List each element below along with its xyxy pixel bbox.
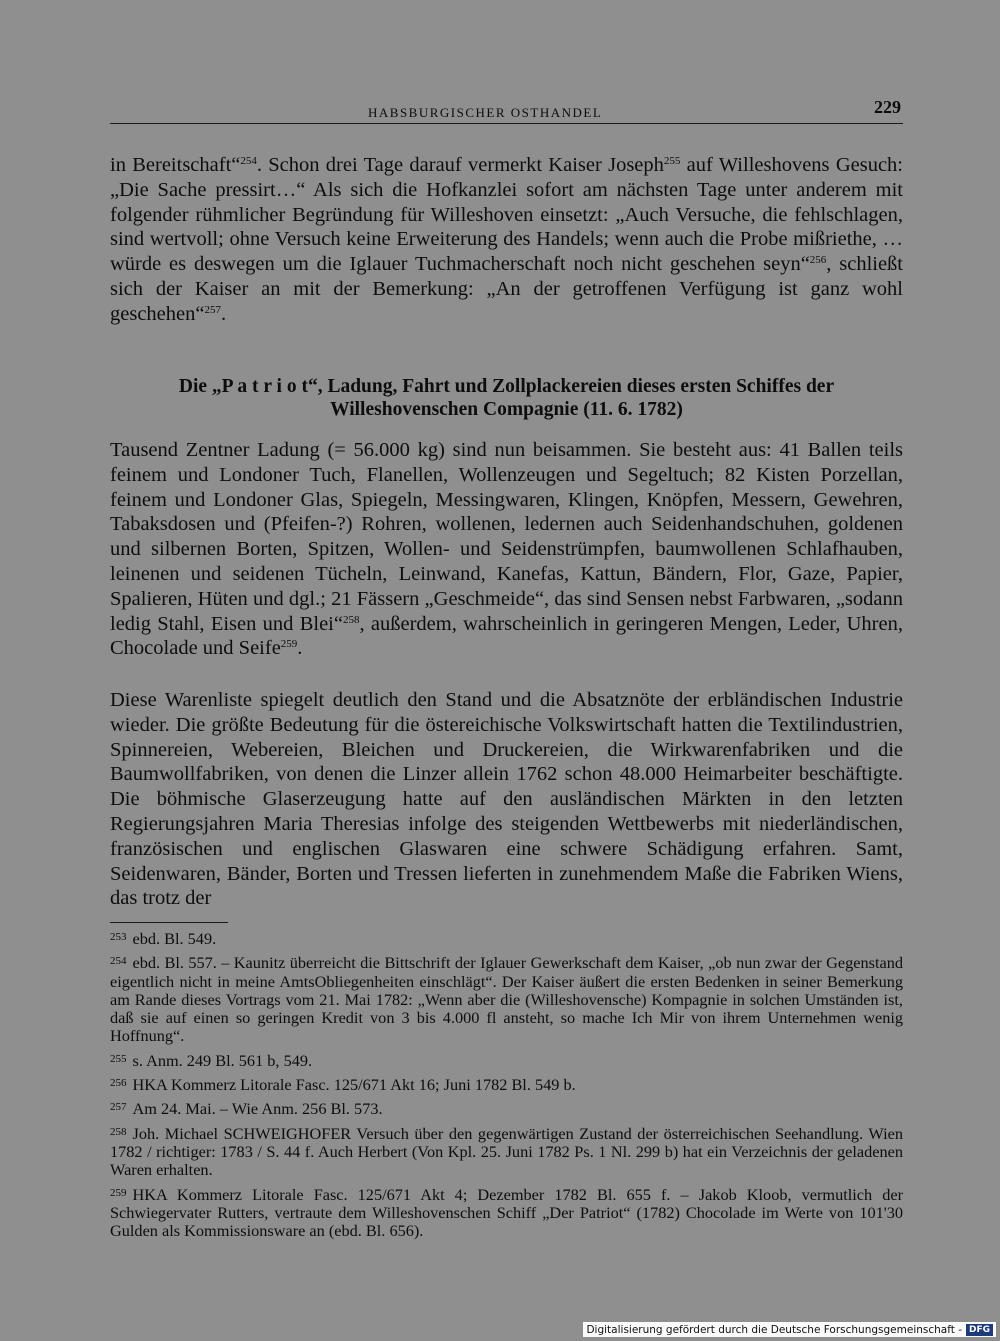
footnote-number: 258 — [110, 1125, 127, 1138]
footnote-ref[interactable]: 256 — [809, 254, 827, 267]
footnote-ref[interactable]: 255 — [663, 155, 681, 167]
footnote-number: 253 — [110, 931, 127, 943]
footnote-number: 256 — [110, 1077, 127, 1090]
footnote-ref[interactable]: 259 — [280, 638, 298, 651]
footnote-number: 255 — [110, 1052, 127, 1065]
footnote-number: 254 — [110, 955, 127, 968]
footnote-ref[interactable]: 254 — [240, 155, 257, 167]
footnote-number: 259 — [110, 1186, 127, 1199]
footnote — [110, 954, 903, 1045]
footnote-text: HKA Kommerz Litorale Fasc. 125/671 Akt 4; Dezember 1782 Bl. 655 f. – Jakob Kloob, vermutlich der Schwiegervater Rutters, vertraute dem Willeshovenschen Schiff „Der Patriot“ (1782) Chocolade im Werte von 101'30 Gulden als Kommissionsware an (ebd. Bl. 656). — [110, 1184, 903, 1241]
page-number: 229 — [874, 97, 901, 117]
footnote — [110, 1186, 903, 1241]
paragraph-2 — [110, 438, 903, 661]
text-span: . — [220, 302, 227, 325]
heading-line-1: Die „P a t r i o t“, Ladung, Fahrt und Zollplackereien dieses ersten Schiffes der — [178, 376, 835, 397]
footnotes — [110, 930, 903, 1246]
text-span: auf Willeshovens Gesuch: „Die Sache pressirt…“ Als sich die Hofkanzlei sofort am nächsten Tage unter anderem mit folgender rühmlicher Begründung für Willeshoven einsetzt: „Auch Versuche, die fehlschlagen, sind wertvoll; ohne Versuch keine Erweiterung des Handels; wenn auch die Probe mißriethe, … würde es deswegen um die Iglauer Tuchmacherschaft noch nicht geschehen seyn“ — [110, 154, 903, 276]
footnote — [110, 1052, 903, 1070]
section-heading — [110, 375, 903, 421]
footnote — [110, 1076, 903, 1094]
text-span: . — [297, 637, 303, 660]
heading-line-2: Willeshovenschen Compagnie (11. 6. 1782) — [330, 399, 683, 420]
footnote-ref[interactable]: 258 — [342, 613, 360, 626]
text-span: , schließt sich der Kaiser an mit der Bemerkung: „An der getroffenen Verfügung ist ganz wohl geschehen“ — [110, 253, 904, 325]
text-span: in Bereitschaft“ — [110, 154, 241, 176]
footnote-text: ebd. Bl. 549. — [132, 929, 217, 948]
footnote — [110, 1125, 903, 1180]
footnote-text: s. Anm. 249 Bl. 561 b, 549. — [132, 1050, 313, 1070]
footnote — [110, 930, 903, 948]
dfg-logo[interactable]: DFG — [966, 1324, 993, 1336]
digitization-credit — [583, 1322, 996, 1337]
footnote-text: HKA Kommerz Litorale Fasc. 125/671 Akt 16; Juni 1782 Bl. 549 b. — [132, 1075, 576, 1095]
footnote — [110, 1100, 903, 1118]
footnote-text: ebd. Bl. 557. – Kaunitz überreicht die Bittschrift der Iglauer Gewerkschaft dem Kaiser, „ob nun zwar der Gegenstand eigentlich nicht in meine AmtsObliegenheiten einschlägt“. Der Kaiser äußert die ersten Bedenken in seiner Bemerkung am Rande dieses Vortrags vom 21. Mai 1782: „Wenn aber die (Willeshovensche) Kompagnie in solchen Umständen ist, daß sie auf einen so geringen Kredit von 3 bis 4.000 fl ansteht, so mache Ich Mir von ihrem Unternehmen wenig Hoffnung“. — [110, 953, 903, 1046]
text-span: Tausend Zentner Ladung (= 56.000 kg) sind nun beisammen. Sie besteht aus: 41 Ballen teils feinem und Londoner Tuch, Flanellen, Wollenzeugen und Segeltuch; 82 Kisten Porzellan, feinem und Londoner Glas, Spiegeln, Messingwaren, Klingen, Knöpfen, Messern, Gewehren, Tabaksdosen und (Pfeifen-?) Rohren, wollenen, ledernen auch Seidenhandschuhen, goldenen und silbernen Borten, Spitzen, Wollen- und Seidenstrümpfen, baumwollenen Schlafhauben, leinenen und seidenen Tücheln, Leinwand, Kanefas, Kattun, Bändern, Flor, Gaze, Papier, Spalieren, Hüten und dgl.; 21 Fässern „Geschmeide“, das sind Sensen nebst Farbwaren, „sodann ledig Stahl, Eisen und Blei“ — [110, 439, 903, 635]
text-span: . Schon drei Tage darauf vermerkt Kaiser Joseph — [256, 154, 664, 176]
footnote-separator — [110, 922, 228, 923]
footnote-text: Joh. Michael SCHWEIGHOFER Versuch über den gegenwärtigen Zustand der österreichischen Seehandlung. Wien 1782 / richtiger: 1783 / S. 44 f. Auch Herbert (Von Kpl. 25. Juni 1782 Ps. 1 Nl. 299 b) hat ein Verzeichnis der geladenen Waren erhalten. — [110, 1123, 903, 1180]
footnote-text: Am 24. Mai. – Wie Anm. 256 Bl. 573. — [132, 1099, 383, 1119]
text-span: , außerdem, wahrscheinlich in geringeren Mengen, Leder, Uhren, Chocolade und Seife — [110, 612, 903, 660]
footnote-number: 257 — [110, 1101, 127, 1114]
footnote-ref[interactable]: 257 — [204, 303, 221, 316]
paragraph-3: Diese Warenliste spiegelt deutlich den Stand und die Absatznöte der erbländischen Industrie wieder. Die größte Bedeutung für die östereichische Volkswirtschaft hatten die Textilindustrien, Spinnereien, Webereien, Bleichen und Druckereien, die Wirkwarenfabriken und die Baumwollfabriken, von denen die Linzer allein 1762 schon 48.000 Heimarbeiter beschäftigte. Die böhmische Glaserzeugung hatte auf den ausländischen Märkten in den letzten Regierungsjahren Maria Theresias infolge des steigenden Wettbewerbs mit niederländischen, französischen und englischen Glaswaren eine schwere Schädigung erfahren. Samt, Seidenwaren, Bänder, Borten und Tressen lieferten in zunehmendem Maße die Fabriken Wiens, das trotz der — [110, 689, 903, 910]
running-head: HABSBURGISCHER OSTHANDEL — [368, 105, 603, 120]
page-header — [110, 95, 903, 124]
credit-text: Digitalisierung gefördert durch die Deutsche Forschungsgemeinschaft - — [586, 1323, 962, 1336]
paragraph-1 — [110, 153, 903, 327]
